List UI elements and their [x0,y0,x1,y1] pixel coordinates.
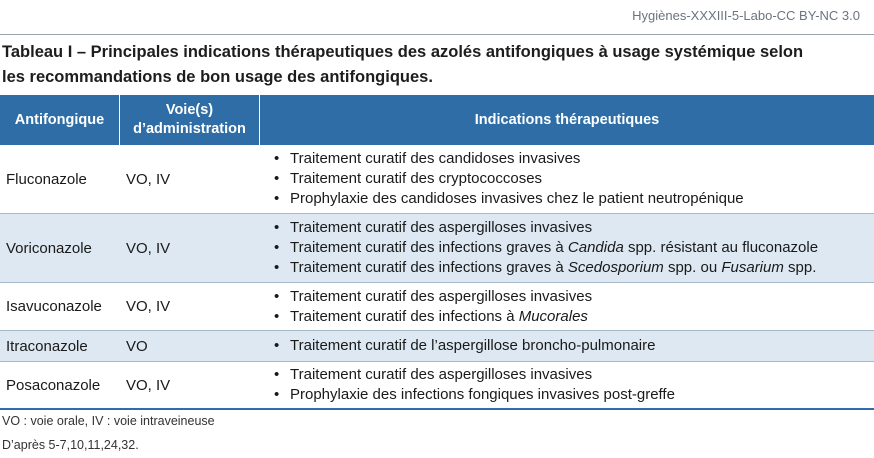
table-title-line-1: Tableau I – Principales indications thérapeutiques des azolés antifongiques à usage systémique selon [2,43,804,61]
drug-name: Posaconazole [6,376,101,394]
indication-item [274,189,874,209]
indication-item [274,307,874,327]
italic-taxon: Mucorales [518,307,588,325]
header-divider [0,34,874,35]
table-header-row [0,95,874,145]
header-antifongique: Antifongique [0,95,120,145]
bullet-icon: • [274,170,280,187]
indication-text: Traitement curatif des infections graves à [290,239,568,256]
bullet-icon: • [274,386,280,403]
indications-list [260,218,874,278]
indications-list [260,149,874,209]
indication-text: Traitement curatif des aspergilloses invasives [290,219,593,236]
bullet-icon: • [274,307,280,325]
bullet-icon: • [274,259,280,276]
indication-item [274,258,874,278]
bullet-icon: • [274,366,280,383]
indication-text: spp. [783,259,817,276]
table-row [0,362,874,410]
bullet-icon: • [274,287,280,305]
indication-item [274,169,874,189]
indication-text: Traitement curatif des aspergilloses invasives [290,287,593,305]
indication-item [274,287,874,307]
indication-text: Traitement curatif des infections graves à [290,259,568,276]
drug-name: Fluconazole [6,170,87,188]
indication-text: Prophylaxie des candidoses invasives chez le patient neutropénique [290,190,744,207]
drug-name: Voriconazole [6,239,92,257]
table-body [0,145,874,410]
indications-list [260,287,874,327]
italic-taxon: Scedosporium [567,259,664,276]
indications-table [0,95,874,410]
indication-item [274,336,874,356]
bullet-icon: • [274,219,280,236]
bullet-icon: • [274,150,280,167]
administration-route: VO [126,337,148,355]
indication-text: Traitement curatif des candidoses invasives [290,150,581,167]
table-title-line-2: les recommandations de bon usage des antifongiques. [2,68,433,86]
table-row [0,145,874,214]
administration-route: VO, IV [126,239,171,257]
drug-name: Itraconazole [6,337,88,355]
table-row [0,331,874,362]
indication-item [274,365,874,385]
drug-name: Isavuconazole [6,298,102,315]
indication-text: Traitement curatif de l’aspergillose broncho-pulmonaire [290,337,656,354]
table-title [2,40,862,90]
indications-list [260,336,874,356]
indication-text: Prophylaxie des infections fongiques invasives post-greffe [290,386,675,403]
header-voie-line-2: d’administration [133,121,246,137]
header-reference: Hygiènes-XXXIII-5-Labo-CC BY-NC 3.0 [632,8,860,23]
indication-text: Traitement curatif des infections à [290,307,519,325]
indication-item [274,385,874,405]
indication-item [274,218,874,238]
italic-taxon: Candida [567,239,624,256]
table-row [0,283,874,331]
footnote-abbreviations: VO : voie orale, IV : voie intraveineuse [2,414,215,428]
footnote-source: D’après 5-7,10,11,24,32. [2,438,139,452]
indication-text: spp. résistant au fluconazole [623,239,819,256]
bullet-icon: • [274,337,280,354]
header-voie [120,95,260,145]
bullet-icon: • [274,239,280,256]
indication-text: spp. ou [663,259,722,276]
administration-route: VO, IV [126,298,171,315]
header-voie-line-1: Voie(s) [165,102,214,118]
administration-route: VO, IV [126,170,171,188]
indication-text: Traitement curatif des aspergilloses invasives [290,366,593,383]
bullet-icon: • [274,190,280,207]
indications-list [260,365,874,405]
indication-item [274,238,874,258]
table-row [0,214,874,283]
italic-taxon: Fusarium [721,259,784,276]
indication-text: Traitement curatif des cryptococcoses [290,170,543,187]
header-indications: Indications thérapeutiques [474,111,660,128]
administration-route: VO, IV [126,376,171,394]
indication-item [274,149,874,169]
